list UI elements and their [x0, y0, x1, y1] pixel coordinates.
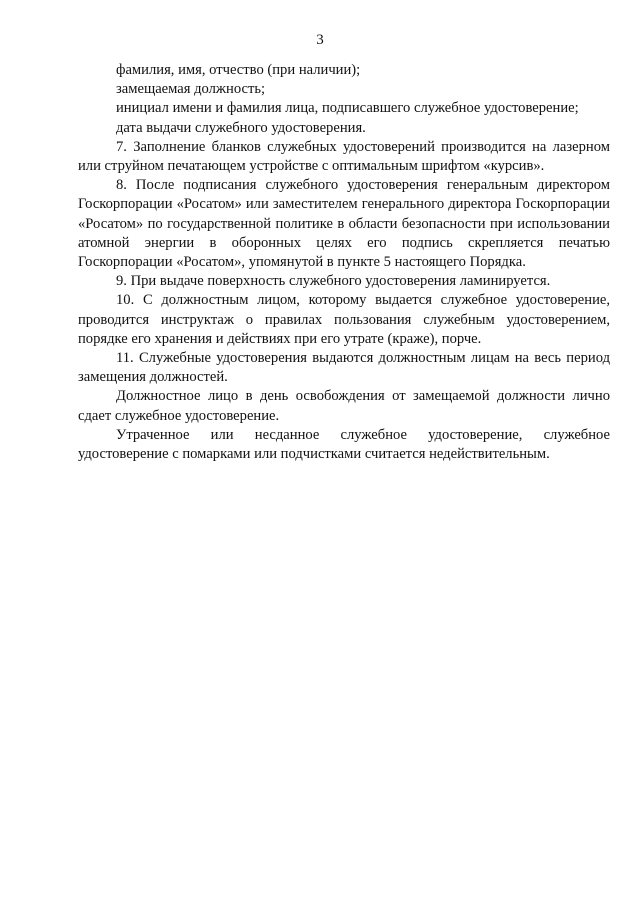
page-number: 3	[316, 32, 324, 48]
paragraph-invalid-certificate: Утраченное или несданное служебное удостоверение, служебное удостоверение с помарками или подчистками считается недействительным.	[78, 426, 610, 463]
paragraph-list-item-signer: инициал имени и фамилия лица, подписавшего служебное удостоверение;	[116, 100, 579, 117]
paragraph-item-10: 10. С должностным лицом, которому выдается служебное удостоверение, проводится инструктаж о правилах пользования служебным удостоверением, порядке его хранения и действиях при его утрате (краже), порче.	[78, 292, 610, 347]
paragraph-list-item-issue-date: дата выдачи служебного удостоверения.	[116, 119, 366, 136]
document-body	[78, 61, 610, 464]
paragraph-list-item-position: замещаемая должность;	[116, 81, 266, 98]
paragraph-item-11: 11. Служебные удостоверения выдаются должностным лицам на весь период замещения должностей.	[78, 350, 610, 386]
paragraph-dismissal: Должностное лицо в день освобождения от замещаемой должности лично сдает служебное удостоверение.	[78, 388, 610, 424]
paragraph-list-item-full-name: фамилия, имя, отчество (при наличии);	[116, 62, 361, 78]
paragraph-item-7: 7. Заполнение бланков служебных удостоверений производится на лазерном или струйном печатающем устройстве с оптимальным шрифтом «курсив».	[78, 138, 610, 175]
paragraph-item-9: 9. При выдаче поверхность служебного удостоверения ламинируется.	[116, 273, 551, 290]
paragraph-item-8: 8. После подписания служебного удостоверения генеральным директором Госкорпорации «Росатом» или заместителем генерального директора Госкорпорации «Росатом» по государственной политике в области безопасности при использовании атомной энергии в оборонных целях его подпись скрепляется печатью Госкорпорации «Росатом», упомянутой в пункте 5 настоящего Порядка.	[78, 177, 610, 271]
